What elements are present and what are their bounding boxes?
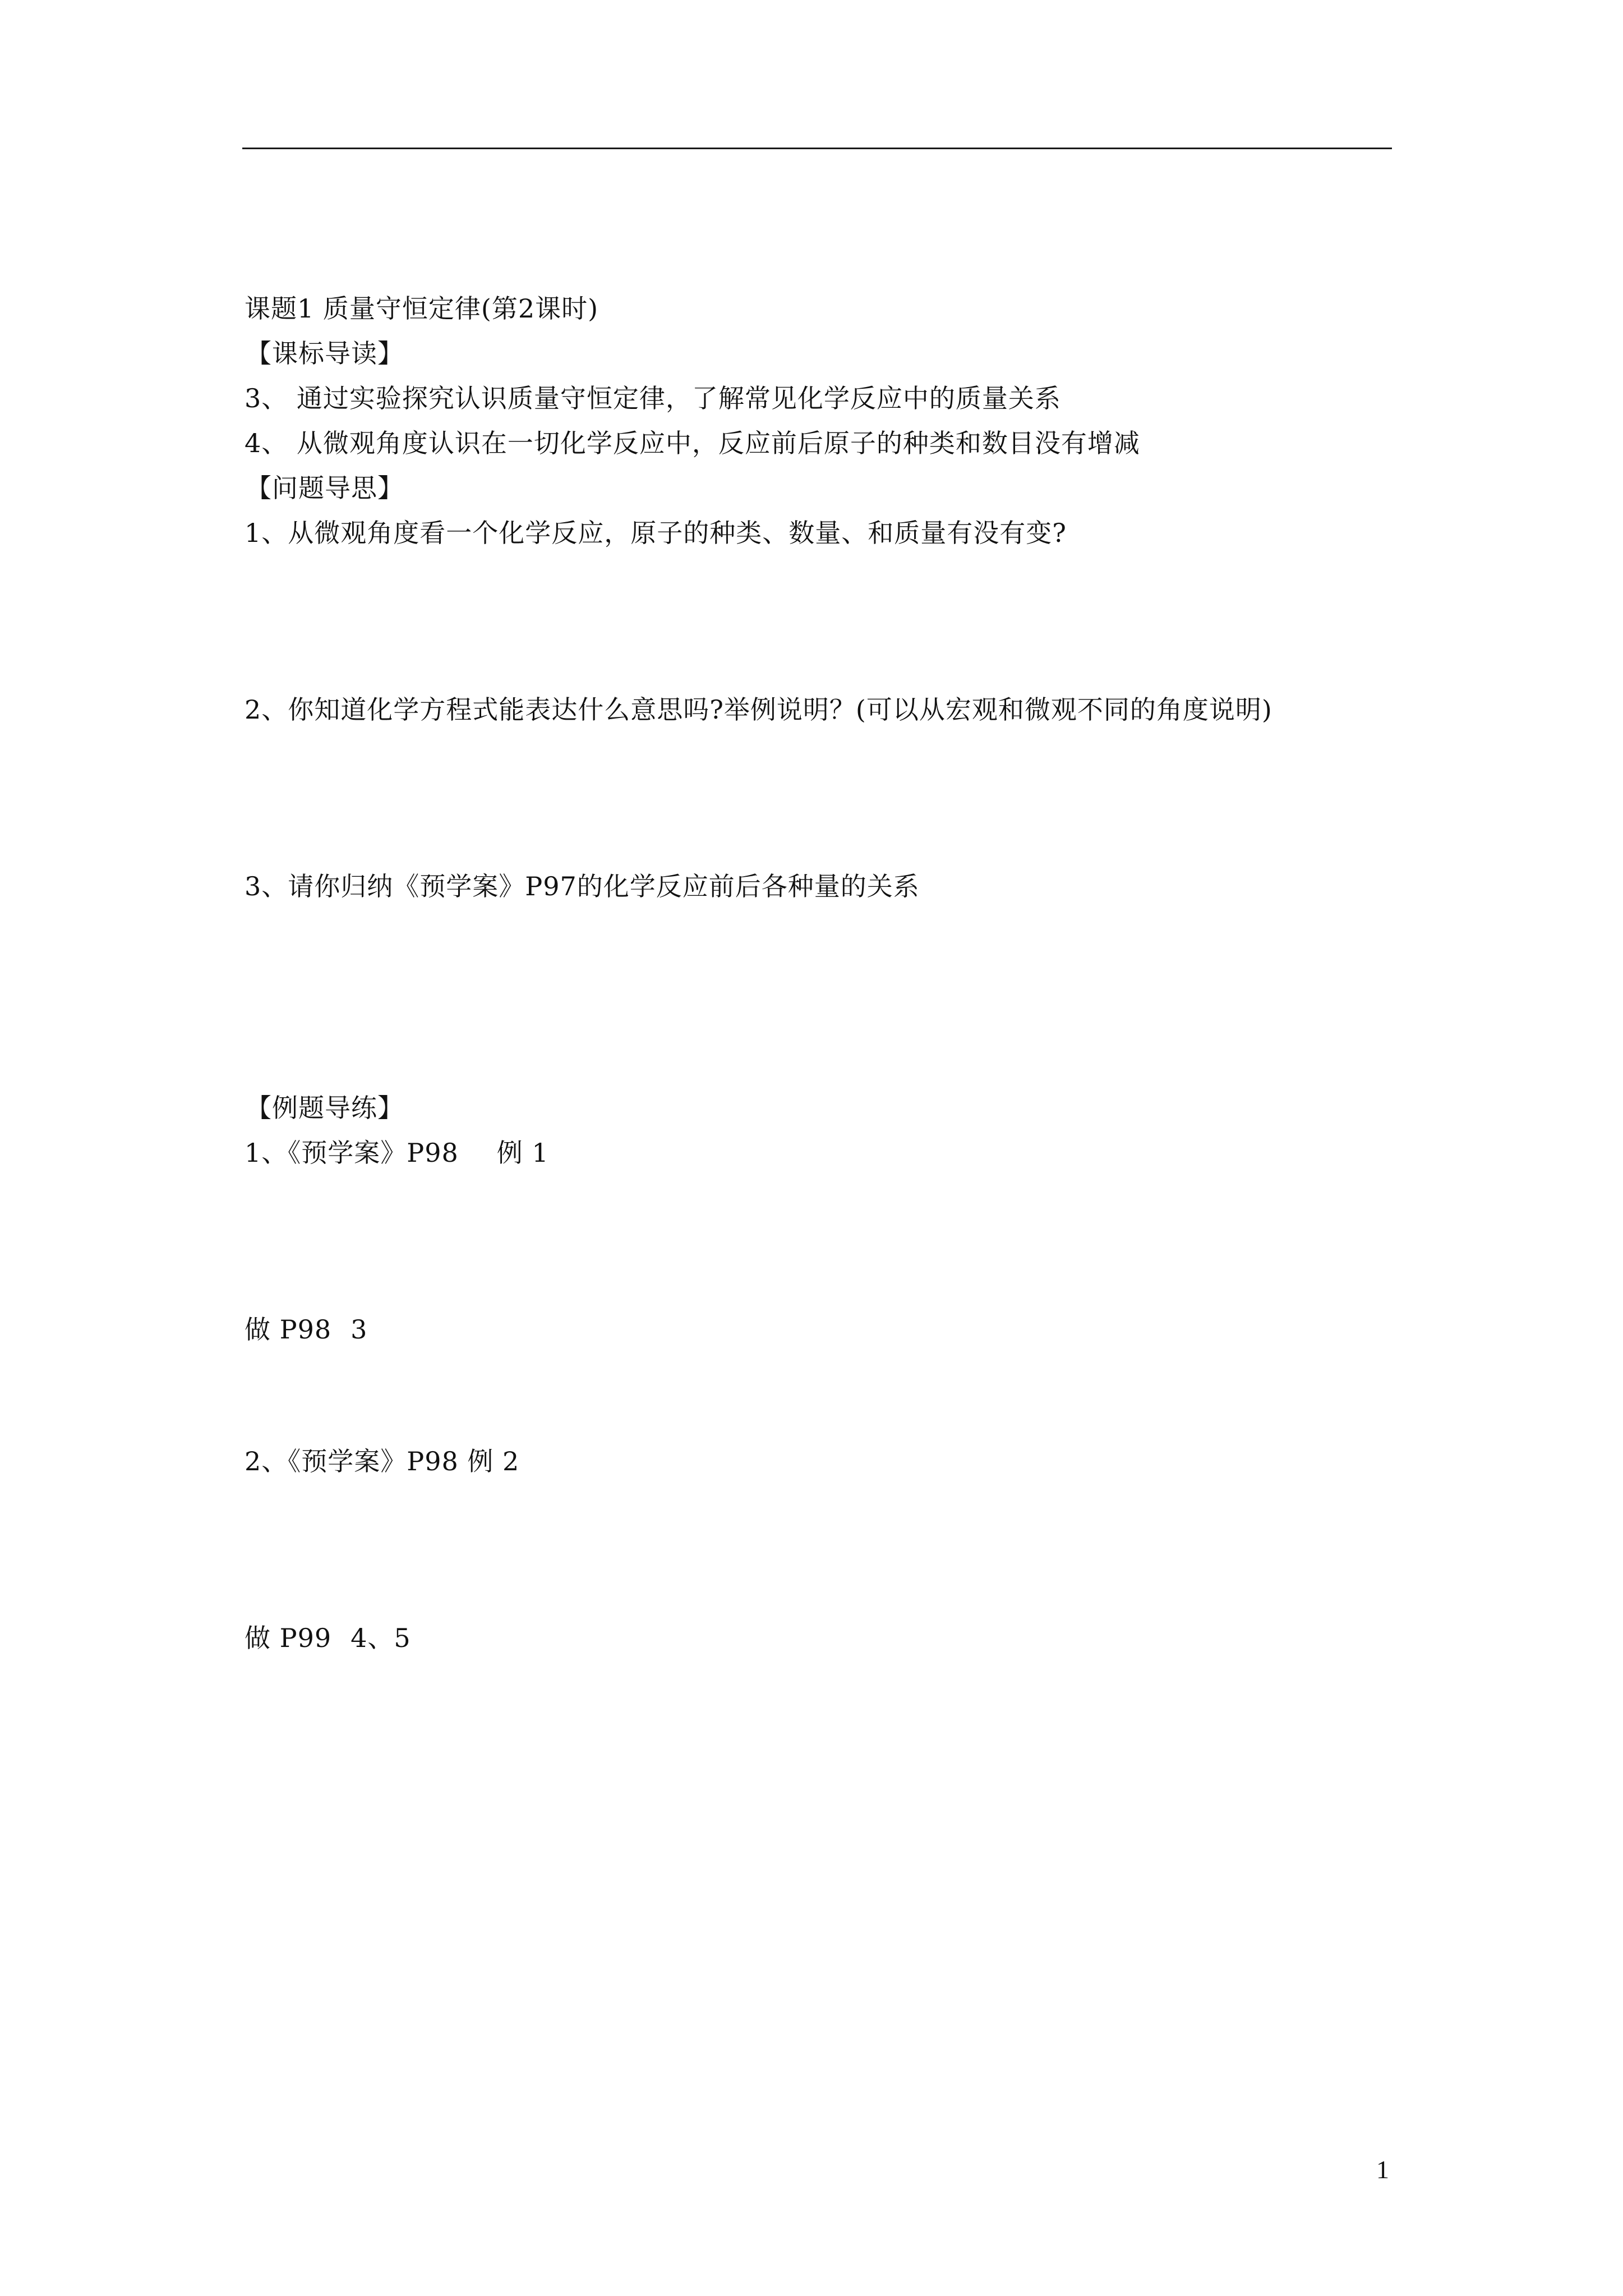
curriculum-item: 4、 从微观角度认识在一切化学反应中，反应前后原子的种类和数目没有增减 bbox=[245, 428, 1140, 458]
curriculum-heading: 【课标导读】 bbox=[246, 338, 404, 369]
exercise-2 bbox=[245, 1621, 411, 1655]
header-rule bbox=[242, 148, 1392, 149]
exercise-2-numbers: 4、5 bbox=[351, 1623, 411, 1653]
exercise-1 bbox=[245, 1313, 367, 1346]
exercise-2-page: 做 P99 bbox=[245, 1623, 332, 1653]
question-item: 2、你知道化学方程式能表达什么意思吗?举例说明？(可以从宏观和微观不同的角度说明) bbox=[245, 694, 1272, 725]
question-item: 1、从微观角度看一个化学反应，原子的种类、数量、和质量有没有变? bbox=[245, 518, 1067, 548]
exercise-1-number: 3 bbox=[351, 1314, 368, 1345]
example-2: 2、《预学案》P98 例 2 bbox=[245, 1446, 520, 1476]
example-1-label: 例 1 bbox=[496, 1138, 549, 1168]
curriculum-item: 3、 通过实验探究认识质量守恒定律，了解常见化学反应中的质量关系 bbox=[245, 383, 1061, 413]
questions-heading: 【问题导思】 bbox=[246, 473, 404, 503]
examples-heading: 【例题导练】 bbox=[246, 1093, 404, 1123]
question-item: 3、请你归纳《预学案》P97的化学反应前后各种量的关系 bbox=[245, 871, 920, 901]
example-1-source: 1、《预学案》P98 bbox=[245, 1138, 459, 1168]
page-number: 1 bbox=[1376, 2155, 1389, 2184]
exercise-1-page: 做 P98 bbox=[245, 1314, 332, 1345]
example-1 bbox=[245, 1136, 549, 1170]
lesson-title: 课题1 质量守恒定律(第2课时) bbox=[245, 293, 599, 324]
